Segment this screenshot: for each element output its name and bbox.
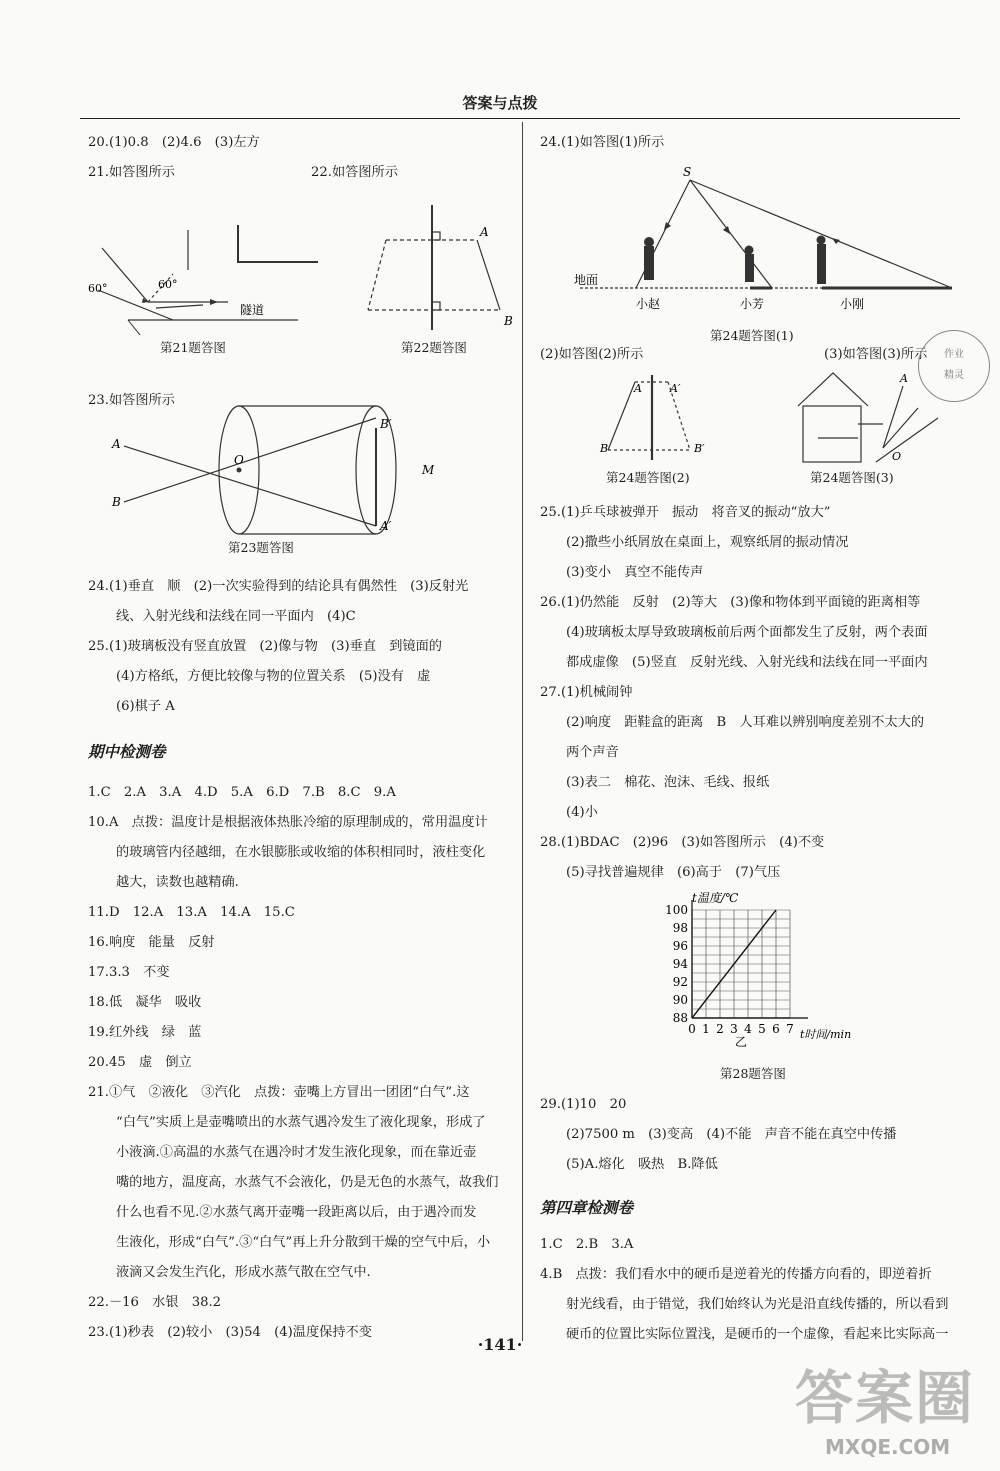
section-title-chapter4: 第四章检测卷	[540, 1199, 634, 1217]
answer-25-line-3: (3)变小 真空不能传声	[566, 565, 704, 580]
figure-23-caption: 第23题答图	[228, 540, 294, 555]
y-tick-label: 90	[672, 993, 688, 1007]
chart-x-label: t时间/min	[800, 1028, 852, 1041]
label-a: A	[112, 437, 121, 451]
mid-answer-10-line-2: 的玻璃管内径越细，在水银膨胀或收缩的体积相同时，液柱变化	[116, 845, 486, 860]
mid-answer-21-line-2: “白气”实质上是壶嘴喷出的水蒸气遇冷发生了液化现象，形成了	[116, 1115, 486, 1130]
answer-25-line-3: (6)棋子 A	[116, 699, 175, 714]
chart-grid	[692, 900, 808, 1018]
y-tick-label: 88	[672, 1011, 688, 1025]
figure-24-2-caption: 第24题答图(2)	[606, 470, 690, 485]
answer-29-line-2: (2)7500 m (3)变高 (4)不能 声音不能在真空中传播	[566, 1127, 897, 1142]
ch4-answer-4-line-3: 硬币的位置比实际位置浅，是硬币的一个虚像，看起来比实际高一	[566, 1327, 949, 1342]
answer-26-line-1: 26.(1)仍然能 反射 (2)等大 (3)像和物体到平面镜的距离相等	[540, 595, 921, 610]
label-o: O	[234, 453, 244, 467]
figure-23	[104, 390, 434, 538]
ch4-answer-4-line-1: 4.B 点拨：我们看水中的硬币是逆着光的传播方向看的，即逆着折	[540, 1267, 932, 1282]
chart-x-ticks	[688, 1022, 794, 1036]
mid-answer-11-15: 11.D 12.A 13.A 14.A 15.C	[88, 905, 295, 920]
mid-answer-17: 17.3.3 不变	[88, 965, 170, 980]
answer-24-3: (3)如答图(3)所示	[824, 347, 928, 362]
mid-answer-23: 23.(1)秒表 (2)较小 (3)54 (4)温度保持不变	[88, 1325, 372, 1340]
chart-y-label: t温度/℃	[692, 891, 739, 905]
label-b-prime: B′	[694, 442, 705, 455]
answer-22: 22.如答图所示	[311, 165, 398, 180]
figure-24-3-caption: 第24题答图(3)	[810, 470, 894, 485]
label-b-prime: B′	[380, 417, 392, 431]
figure-21-caption: 第21题答图	[160, 340, 226, 355]
mid-answer-16: 16.响度 能量 反射	[88, 935, 215, 950]
person-gang-label: 小刚	[840, 297, 865, 311]
answer-24-2: (2)如答图(2)所示	[540, 347, 644, 362]
answer-27-line-5: (4)小	[566, 805, 598, 820]
answer-24-line-1: 24.(1)垂直 顺 (2)一次实验得到的结论具有偶然性 (3)反射光	[88, 579, 469, 594]
label-b: B	[112, 495, 121, 509]
figure-28-caption: 第28题答图	[720, 1066, 786, 1081]
y-tick-label: 96	[672, 939, 688, 953]
header-rule	[80, 118, 960, 119]
figure-22	[350, 200, 520, 335]
point-a-label: A	[480, 225, 489, 239]
ch4-answer-1-3: 1.C 2.B 3.A	[540, 1237, 634, 1252]
label-a-prime: A′	[670, 382, 681, 395]
figure-24-1-caption: 第24题答图(1)	[710, 328, 794, 343]
ch4-answer-4-line-2: 射光线看，由于错觉，我们始终认为光是沿直线传播的，所以看到	[566, 1297, 949, 1312]
x-tick-label: 2	[716, 1022, 724, 1036]
answer-28-line-2: (5)寻找普遍规律 (6)高于 (7)气压	[566, 865, 781, 880]
mid-answer-1-9: 1.C 2.A 3.A 4.D 5.A 6.D 7.B 8.C 9.A	[88, 785, 396, 800]
watermark-url: MXQE.COM	[825, 1435, 951, 1459]
y-tick-label: 92	[672, 975, 688, 989]
label-a: A	[634, 382, 642, 395]
page-header: 答案与点拨	[462, 94, 538, 112]
watermark	[795, 1351, 980, 1461]
figure-24-2	[590, 370, 720, 465]
answer-27-line-4: (3)表二 棉花、泡沫、毛线、报纸	[566, 775, 770, 790]
mid-answer-21-line-3: 小液滴.①高温的水蒸气在遇冷时才发生液化现象，而在靠近壶	[116, 1145, 477, 1160]
chart-sublabel: 乙	[735, 1035, 748, 1048]
answer-27-line-2: (2)响度 距鞋盒的距离 B 人耳难以辨别响度差别不太大的	[566, 715, 925, 730]
mirror-line	[98, 290, 173, 320]
x-tick-label: 4	[744, 1022, 752, 1036]
label-a: A	[900, 372, 908, 385]
answer-26-line-2: (4)玻璃板太厚导致玻璃板前后两个面都发生了反射，两个表面	[566, 625, 928, 640]
answer-21: 21.如答图所示	[88, 165, 175, 180]
y-tick-label: 100	[665, 903, 688, 917]
answer-29-line-3: (5)A.熔化 吸热 B.降低	[566, 1157, 718, 1172]
x-tick-label: 6	[772, 1022, 780, 1036]
mid-answer-21-line-6: 生液化，形成“白气”.③“白气”再上升分散到干燥的空气中后，小	[116, 1235, 491, 1250]
answer-25-line-1: 25.(1)玻璃板没有竖直放置 (2)像与物 (3)垂直 到镜面的	[88, 639, 442, 654]
x-tick-label: 1	[702, 1022, 710, 1036]
mid-answer-21-line-4: 嘴的地方，温度高，水蒸气不会液化，仍是无色的水蒸气，故我们	[116, 1175, 499, 1190]
person-zhao-label: 小赵	[636, 297, 661, 311]
answer-25-line-1: 25.(1)乒乓球被弹开 振动 将音叉的振动“放大”	[540, 505, 831, 520]
answer-25-line-2: (2)撒些小纸屑放在桌面上，观察纸屑的振动情况	[566, 535, 849, 550]
mid-answer-21-line-1: 21.①气 ②液化 ③汽化 点拨：壶嘴上方冒出一团团“白气”.这	[88, 1085, 470, 1100]
y-tick-label: 98	[672, 921, 688, 935]
angle-label-2: 60°	[158, 278, 178, 291]
answer-27-line-3: 两个声音	[566, 745, 619, 760]
label-a-prime: A′	[380, 519, 392, 533]
label-m: M	[422, 463, 434, 477]
mid-answer-22: 22.－16 水银 38.2	[88, 1295, 222, 1310]
point-b-label: B	[504, 314, 513, 328]
column-divider	[522, 122, 523, 1341]
mid-answer-20: 20.45 虚 倒立	[88, 1055, 192, 1070]
stamp-line-1: 作业	[944, 349, 964, 360]
answer-26-line-3: 都成虚像 (5)竖直 反射光线、入射光线和法线在同一平面内	[566, 655, 928, 670]
x-tick-label: 7	[786, 1022, 794, 1036]
figure-24-1	[540, 160, 960, 340]
tunnel-label: 隧道	[240, 303, 265, 317]
x-tick-label: 3	[730, 1022, 738, 1036]
watermark-logo-text: 答案圈	[795, 1364, 976, 1432]
stamp-line-2: 精灵	[944, 370, 964, 381]
y-tick-label: 94	[672, 957, 688, 971]
mid-answer-21-line-7: 液滴又会发生汽化，形成水蒸气散在空气中.	[116, 1265, 371, 1280]
section-title-midterm: 期中检测卷	[88, 743, 166, 761]
x-tick-label: 0	[688, 1022, 696, 1036]
figure-21	[88, 190, 318, 335]
angle-label-1: 60°	[88, 282, 108, 295]
answer-24-line-2: 线、入射光线和法线在同一平面内 (4)C	[116, 609, 356, 624]
answer-27-line-1: 27.(1)机械闹钟	[540, 685, 633, 700]
answer-23: 23.如答图所示	[88, 393, 175, 408]
answer-29-line-1: 29.(1)10 20	[540, 1097, 627, 1112]
page-number: ·141·	[477, 1335, 523, 1354]
figure-28-chart	[640, 888, 870, 1048]
answer-20: 20.(1)0.8 (2)4.6 (3)左方	[88, 135, 260, 150]
label-o: O	[892, 450, 902, 463]
answer-25-line-2: (4)方格纸，方便比较像与物的位置关系 (5)没有 虚	[116, 669, 431, 684]
source-s-label: S	[683, 165, 692, 179]
mid-answer-21-line-5: 什么也看不见.②水蒸气离开壶嘴一段距离以后，由于遇冷而发	[116, 1205, 477, 1220]
ground-label: 地面	[574, 273, 599, 287]
mid-answer-10-line-1: 10.A 点拨：温度计是根据液体热胀冷缩的原理制成的，常用温度计	[88, 815, 488, 830]
mid-answer-10-line-3: 越大，读数也越精确.	[116, 875, 239, 890]
x-tick-label: 5	[758, 1022, 766, 1036]
mid-answer-19: 19.红外线 绿 蓝	[88, 1025, 202, 1040]
figure-22-caption: 第22题答图	[401, 340, 467, 355]
answer-24-1: 24.(1)如答图(1)所示	[540, 135, 665, 150]
mid-answer-18: 18.低 凝华 吸收	[88, 995, 202, 1010]
stamp-seal	[918, 330, 990, 402]
person-fang-label: 小芳	[740, 297, 765, 311]
chart-y-ticks	[665, 903, 688, 1025]
answer-28-line-1: 28.(1)BDAC (2)96 (3)如答图所示 (4)不变	[540, 835, 825, 850]
label-b: B	[600, 442, 609, 455]
